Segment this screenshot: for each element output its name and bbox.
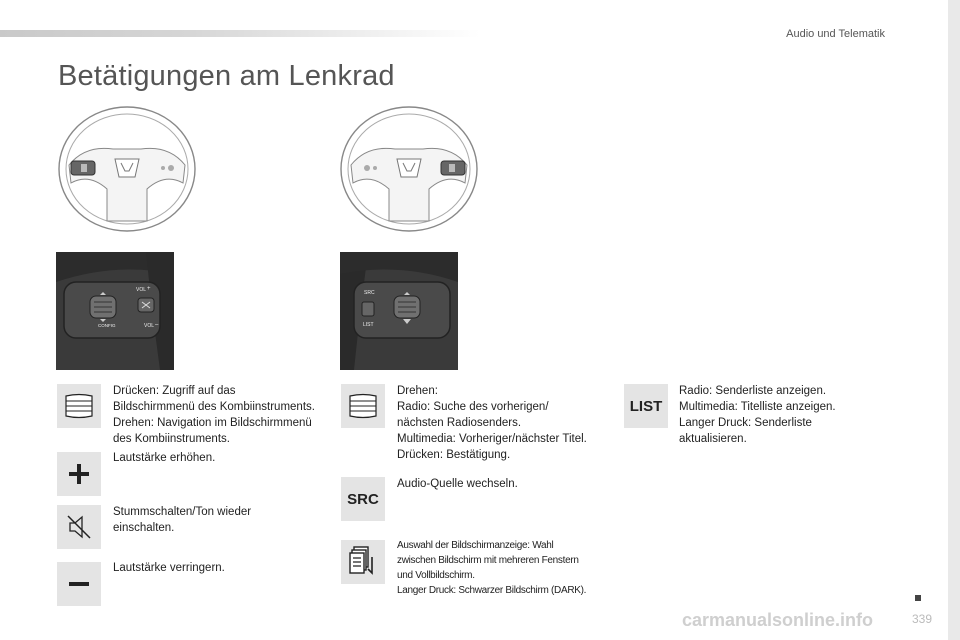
display-select-description: Auswahl der Bildschirmanzeige: Wahl zwischen Bildschirm mit mehreren Fenstern und Vollbildschirm. Langer Druck: Schwarzer Bildschirm (DARK).	[397, 540, 587, 596]
page-number: 339	[912, 612, 933, 626]
header-bar	[0, 30, 480, 37]
thumbwheel-icon	[346, 393, 380, 419]
vol-minus-sign: –	[155, 322, 159, 328]
section-label: Audio und Telematik	[786, 28, 885, 40]
vol-plus-label: VOL	[136, 287, 147, 293]
mute-icon	[64, 512, 94, 542]
volume-up-description: Lautstärke erhöhen.	[113, 452, 216, 464]
steering-wheel-left-illustration	[55, 103, 200, 235]
thumbwheel-left-description: Drücken: Zugriff auf das Bildschirmmenü des Kombiinstruments. Drehen: Navigation im Bildschirmmenü des Kombiinstruments.	[113, 385, 315, 445]
steering-wheel-right-illustration	[337, 103, 482, 235]
end-of-section-marker	[915, 595, 921, 601]
config-label: CONFIG	[98, 323, 116, 328]
vol-minus-label: VOL	[144, 323, 155, 329]
list-label: LIST	[363, 322, 374, 328]
list-button-label: LIST	[629, 397, 663, 415]
src-button[interactable]	[341, 477, 385, 521]
page-edge-strip	[948, 0, 960, 640]
display-select-icon	[348, 545, 378, 579]
list-description: Radio: Senderliste anzeigen. Multimedia: Titelliste anzeigen. Langer Druck: Senderliste aktualisieren.	[679, 385, 836, 445]
src-description: Audio-Quelle wechseln.	[397, 478, 518, 490]
volume-down-button[interactable]	[57, 562, 101, 606]
right-control-pad-drawing	[340, 252, 458, 370]
display-select-button[interactable]	[341, 540, 385, 584]
vol-plus-sign: +	[147, 286, 151, 292]
thumbwheel-right-description: Drehen: Radio: Suche des vorherigen/ nächsten Radiosenders. Multimedia: Vorheriger/nächster Titel. Drücken: Bestätigung.	[397, 385, 587, 461]
right-control-closeup	[340, 252, 458, 370]
list-button[interactable]	[624, 384, 668, 428]
thumbwheel-left-button[interactable]	[57, 384, 101, 428]
page-title: Betätigungen am Lenkrad	[58, 60, 395, 92]
src-label: SRC	[364, 290, 375, 296]
left-control-closeup	[56, 252, 174, 370]
watermark: carmanualsonline.info	[682, 610, 874, 630]
plus-icon	[67, 462, 91, 486]
thumbwheel-right-button[interactable]	[341, 384, 385, 428]
volume-down-description: Lautstärke verringern.	[113, 562, 225, 574]
volume-up-button[interactable]	[57, 452, 101, 496]
thumbwheel-icon	[62, 393, 96, 419]
src-button-label: SRC	[347, 490, 379, 508]
mute-button[interactable]	[57, 505, 101, 549]
mute-description: Stummschalten/Ton wieder einschalten.	[113, 506, 252, 534]
minus-icon	[67, 572, 91, 596]
left-control-pad-drawing	[56, 252, 174, 370]
